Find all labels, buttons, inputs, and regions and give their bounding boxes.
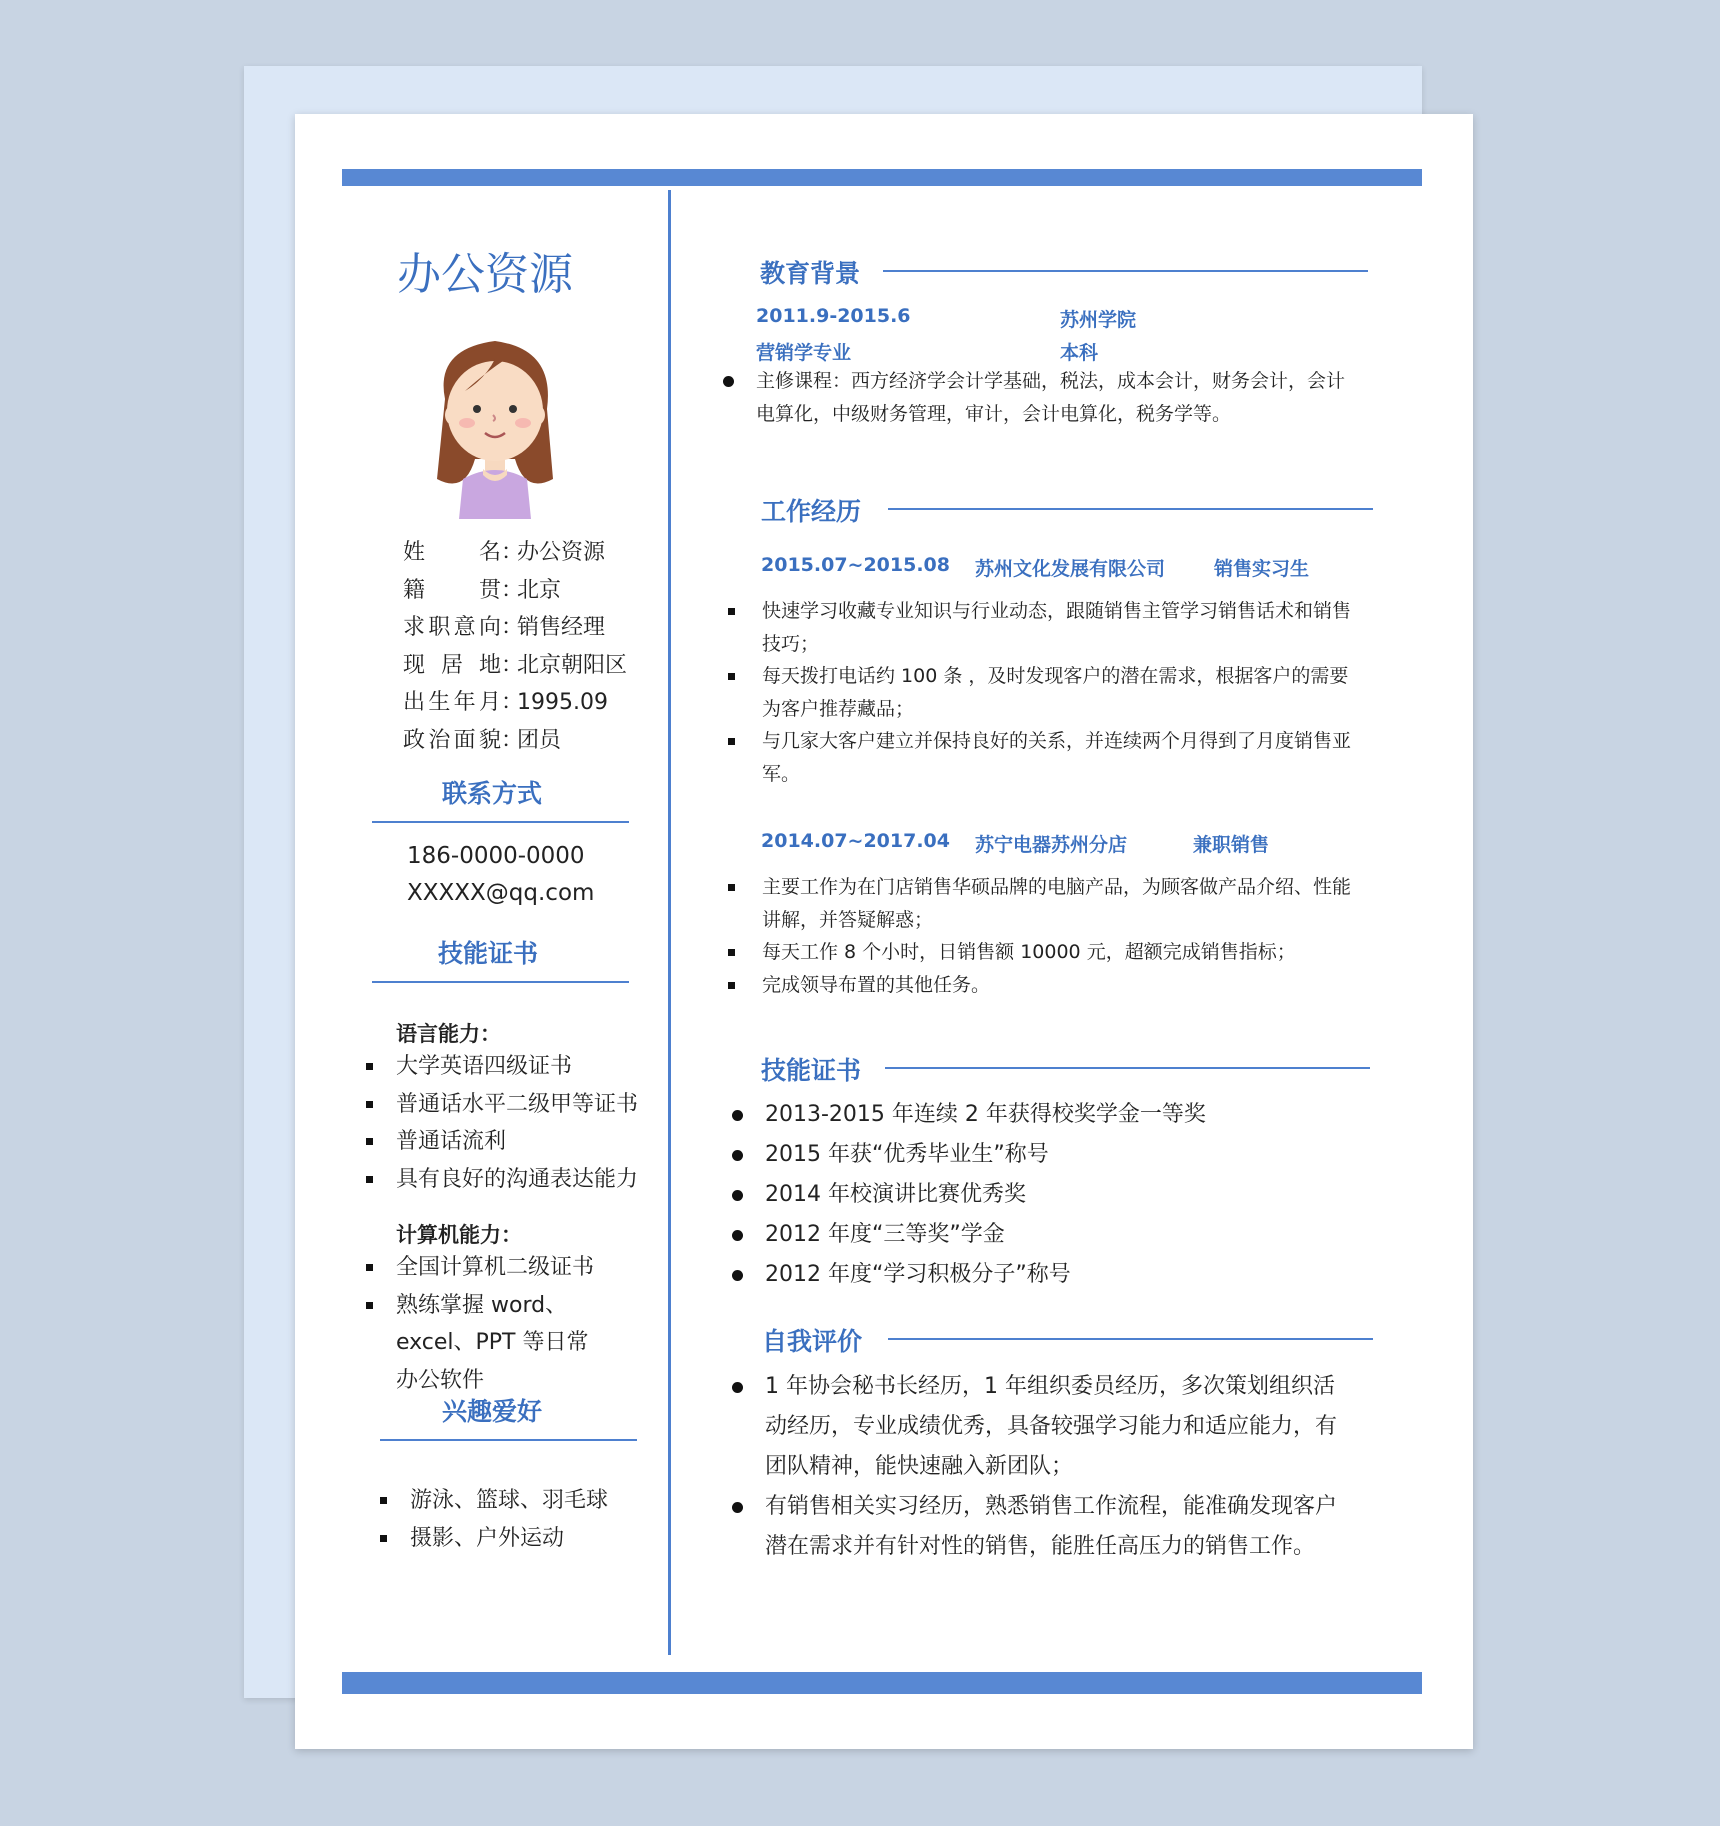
education-courses [756, 365, 1356, 430]
list-item: 与几家大客户建立并保持良好的关系，并连续两个月得到了月度销售亚军。 [762, 725, 1362, 790]
self-eval-list [765, 1367, 1355, 1567]
language-list [360, 1048, 638, 1198]
info-row: 籍贯：北京 [403, 577, 562, 603]
education-heading: 教育背景 [760, 259, 861, 288]
list-item: 每天工作 8 个小时，日销售额 10000 元，超额完成销售指标； [762, 936, 1362, 969]
resume-name: 办公资源 [397, 249, 573, 300]
info-row: 出生年月：1995.09 [403, 690, 608, 715]
self-eval-rule [888, 1338, 1373, 1340]
language-label: 语言能力： [396, 1022, 501, 1046]
resume-page [295, 114, 1473, 1749]
info-row: 姓名：办公资源 [403, 540, 606, 565]
bottom-accent-bar [342, 1672, 1422, 1694]
job-period: 2015.07~2015.08 [761, 554, 950, 576]
list-item: 2012 年度“学习积极分子”称号 [765, 1255, 1365, 1295]
top-accent-bar [342, 169, 1422, 186]
education-period: 2011.9-2015.6 [756, 305, 911, 327]
list-item: 2014 年校演讲比赛优秀奖 [765, 1175, 1365, 1215]
info-row: 政治面貌：团员 [403, 727, 562, 753]
list-item: 大学英语四级证书 [360, 1048, 638, 1086]
list-item: 全国计算机二级证书 [360, 1249, 596, 1287]
job-company: 苏宁电器苏州分店 [975, 834, 1128, 856]
education-school: 苏州学院 [1060, 309, 1137, 331]
job-duties [762, 595, 1362, 790]
list-item: 快速学习收藏专业知识与行业动态，跟随销售主管学习销售话术和销售技巧； [762, 595, 1362, 660]
list-item: 熟练掌握 word、excel、PPT 等日常办公软件 [360, 1287, 596, 1400]
contact-rule [372, 821, 629, 823]
list-item: 2012 年度“三等奖”学金 [765, 1215, 1365, 1255]
list-item: 主要工作为在门店销售华硕品牌的电脑产品，为顾客做产品介绍、性能讲解，并答疑解惑； [762, 871, 1362, 936]
list-item: 普通话流利 [360, 1123, 638, 1161]
personal-info [403, 534, 627, 759]
awards-rule [885, 1067, 1370, 1069]
contact-heading: 联系方式 [441, 779, 542, 808]
computer-label: 计算机能力： [396, 1223, 522, 1247]
side-skills-rule [372, 981, 629, 983]
education-rule [883, 270, 1368, 272]
list-item: 有销售相关实习经历，熟悉销售工作流程，能准确发现客户潜在需求并有针对性的销售，能胜任高压力的销售工作。 [765, 1487, 1355, 1567]
list-item: 2015 年获“优秀毕业生”称号 [765, 1135, 1365, 1175]
self-eval-heading: 自我评价 [762, 1327, 863, 1356]
list-item: 1 年协会秘书长经历，1 年组织委员经历，多次策划组织活动经历，专业成绩优秀，具备较强学习能力和适应能力，有团队精神，能快速融入新团队； [765, 1367, 1355, 1487]
work-heading: 工作经历 [761, 497, 862, 526]
avatar [425, 329, 565, 523]
work-rule [888, 508, 1373, 510]
education-major: 营销学专业 [756, 342, 852, 364]
list-item: 普通话水平二级甲等证书 [360, 1086, 638, 1124]
list-item: 具有良好的沟通表达能力 [360, 1161, 638, 1199]
awards-list [765, 1095, 1365, 1295]
list-item: 摄影、户外运动 [374, 1520, 608, 1558]
list-item: 完成领导布置的其他任务。 [762, 969, 1362, 1002]
job-company: 苏州文化发展有限公司 [975, 558, 1166, 580]
awards-heading: 技能证书 [761, 1056, 862, 1085]
computer-list [360, 1249, 596, 1399]
info-row: 求职意向：销售经理 [403, 615, 606, 640]
hobbies-list [374, 1482, 608, 1557]
phone: 186-0000-0000 [407, 843, 585, 869]
job-position: 兼职销售 [1193, 834, 1270, 856]
info-row: 现居地：北京朝阳区 [403, 652, 628, 678]
job-position: 销售实习生 [1214, 558, 1310, 580]
education-degree: 本科 [1060, 342, 1099, 364]
hobbies-rule [380, 1439, 637, 1441]
job-duties [762, 871, 1362, 1001]
list-item: 游泳、篮球、羽毛球 [374, 1482, 608, 1520]
column-divider [668, 190, 671, 1655]
email: XXXXX@qq.com [407, 880, 595, 906]
girl-avatar-icon [425, 329, 565, 519]
side-skills-heading: 技能证书 [437, 939, 538, 968]
list-item: 每天拨打电话约 100 条 ，及时发现客户的潜在需求，根据客户的需要为客户推荐藏品； [762, 660, 1362, 725]
job-period: 2014.07~2017.04 [761, 830, 950, 852]
list-item: 主修课程：西方经济学会计学基础，税法，成本会计，财务会计，会计电算化，中级财务管理，审计，会计电算化，税务学等。 [756, 365, 1356, 430]
list-item: 2013-2015 年连续 2 年获得校奖学金一等奖 [765, 1095, 1365, 1135]
hobbies-heading: 兴趣爱好 [441, 1397, 542, 1426]
